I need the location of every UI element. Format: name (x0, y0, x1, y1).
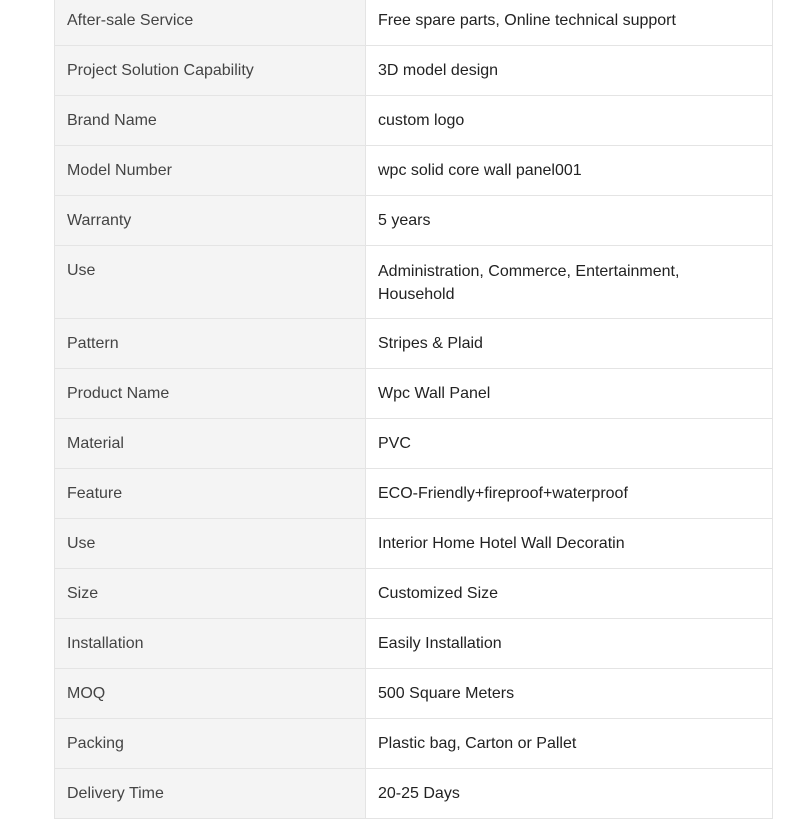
spec-value: 500 Square Meters (366, 669, 773, 719)
table-row (55, 519, 773, 569)
spec-key: Delivery Time (55, 769, 366, 819)
table-row (55, 719, 773, 769)
spec-value: Wpc Wall Panel (366, 369, 773, 419)
spec-value: Free spare parts, Online technical support (366, 0, 773, 46)
table-row (55, 769, 773, 819)
table-row (55, 619, 773, 669)
spec-value: 5 years (366, 196, 773, 246)
spec-value: wpc solid core wall panel001 (366, 146, 773, 196)
table-row (55, 96, 773, 146)
table-row (55, 0, 773, 46)
spec-value: ECO-Friendly+fireproof+waterproof (366, 469, 773, 519)
spec-key: Installation (55, 619, 366, 669)
spec-key: Material (55, 419, 366, 469)
spec-value: 20-25 Days (366, 769, 773, 819)
spec-key: Pattern (55, 319, 366, 369)
table-row (55, 146, 773, 196)
product-spec-table (54, 0, 773, 819)
spec-key: Size (55, 569, 366, 619)
spec-value: custom logo (366, 96, 773, 146)
spec-key: Use (55, 519, 366, 569)
spec-key: Packing (55, 719, 366, 769)
spec-value: Interior Home Hotel Wall Decoratin (366, 519, 773, 569)
spec-value: 3D model design (366, 46, 773, 96)
table-row (55, 369, 773, 419)
table-row (55, 569, 773, 619)
spec-value: Administration, Commerce, Entertainment, Household (366, 246, 773, 319)
spec-key: Feature (55, 469, 366, 519)
table-row (55, 319, 773, 369)
table-row (55, 46, 773, 96)
spec-value: Customized Size (366, 569, 773, 619)
table-row (55, 469, 773, 519)
spec-key: MOQ (55, 669, 366, 719)
spec-value: PVC (366, 419, 773, 469)
spec-key: Project Solution Capability (55, 46, 366, 96)
spec-key: Use (55, 246, 366, 319)
spec-key: Model Number (55, 146, 366, 196)
spec-value: Plastic bag, Carton or Pallet (366, 719, 773, 769)
table-row (55, 419, 773, 469)
table-row (55, 196, 773, 246)
table-row (55, 246, 773, 319)
spec-key: Brand Name (55, 96, 366, 146)
spec-key: After-sale Service (55, 0, 366, 46)
spec-key: Product Name (55, 369, 366, 419)
spec-value: Easily Installation (366, 619, 773, 669)
spec-value: Stripes & Plaid (366, 319, 773, 369)
table-row (55, 669, 773, 719)
spec-key: Warranty (55, 196, 366, 246)
